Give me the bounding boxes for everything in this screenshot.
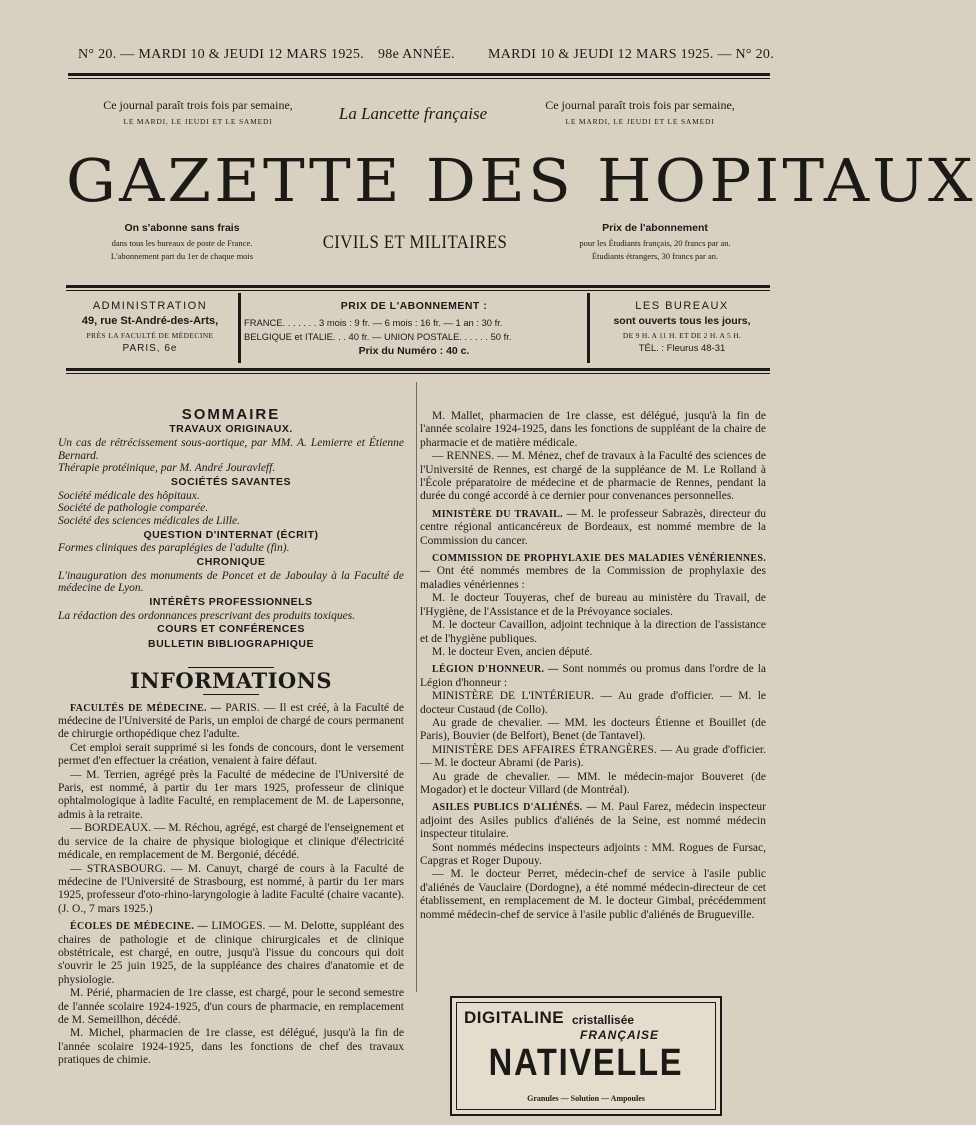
news-text: LIMOGES. — M. Delotte, suppléant des chaires de pathologie et de clinique chirurgicales et de clinique obstétricale, est chargé, en outre, jusqu'à l'issue du concours qui doit s'ouvrir le 25 juin 1925, de la suppléance des chaires d'anatomie et de physiologie. <box>58 920 404 986</box>
informations-title: INFORMATIONS <box>129 668 333 694</box>
news-text: M. Paul Farez, médecin inspecteur adjoint des Asiles publics d'aliénés de la Seine, est nommé médecin inspecteur titulaire. <box>420 801 766 841</box>
sommaire-section-heading: SOCIÉTÉS SAVANTES <box>170 476 292 489</box>
news-paragraph <box>58 702 404 742</box>
news-text: Cet emploi serait supprimé si les fonds de concours, dont le versement permet d'en effectuer la création, venaient à faire défaut. <box>58 741 404 768</box>
advertisement <box>450 996 722 1116</box>
infobox-divider-left <box>238 293 241 363</box>
sommaire-section-heading: COURS ET CONFÉRENCES <box>157 623 305 636</box>
sommaire-item: Société des sciences médicales de Lille. <box>58 515 241 528</box>
news-paragraph <box>58 769 404 823</box>
sommaire-item: Un cas de rétrécissement sous-aortique, par MM. A. Lemierre et Étienne Bernard. <box>58 436 404 462</box>
news-text: M. Mallet, pharmacien de 1re classe, est délégué, jusqu'à la fin de l'année scolaire 1924-1925, dans les fonctions de suppléant de la chaire de pharmacie et de matière médicale. <box>420 410 766 449</box>
news-paragraph <box>58 863 404 917</box>
sommaire-item: Thérapie protéinique, par M. André Jouravleff. <box>58 462 276 475</box>
sommaire-section-heading: QUESTION D'INTERNAT (ÉCRIT) <box>143 529 319 541</box>
news-text: Sont nommés médecins inspecteurs adjoints : MM. Rogues de Fursac, Capgras et Roger Dupouy. <box>420 841 766 867</box>
ad-forms: Granules — Solution — Ampoules <box>527 1094 645 1103</box>
sommaire-title: SOMMAIRE <box>181 406 281 423</box>
sommaire-item: L'inauguration des monuments de Poncet et de Jaboulay à la Faculté de médecine de Lyon. <box>58 569 404 595</box>
subscription-note-title: On s'abonne sans frais <box>124 222 240 234</box>
news-text: M. le docteur Touyeras, chef de bureau au ministère du Travail, de l'Hygiène, de l'Assistance et de la Prévoyance sociales. <box>420 592 766 618</box>
news-section-lead: FACULTÉS DE MÉDECINE. — <box>70 702 226 714</box>
news-paragraph <box>420 744 766 771</box>
news-text: Au grade de chevalier. — MM. le médecin-major Bouveret (de Mogador) et le docteur Villard (de Montréal). <box>420 770 766 796</box>
news-paragraph <box>420 646 766 659</box>
news-paragraph <box>420 771 766 798</box>
publication-note-left <box>78 98 318 126</box>
news-section-lead: COMMISSION DE PROPHYLAXIE DES MALADIES VÉNÉRIENNES. — <box>420 553 766 578</box>
administration-block <box>66 300 234 354</box>
informations-left <box>58 702 404 1068</box>
subscription-prices-block <box>244 300 584 357</box>
news-text: — M. Terrien, agrégé près la Faculté de médecine de l'Université de Paris, est nommé, à partir du 1er mars 1925, professeur de clinique ophtalmologique à ladite Faculté, en remplacement de M. de Lapersonne, admis à la retraite. <box>58 768 404 821</box>
news-paragraph <box>58 920 404 987</box>
publication-note-right-main: Ce journal paraît trois fois par semaine, <box>545 98 735 112</box>
masthead-title: GAZETTE DES HOPITAUX <box>66 146 976 215</box>
news-text: Ont été nommés membres de la Commission de prophylaxie des maladies vénériennes : <box>420 565 766 591</box>
sommaire-item: Société de pathologie comparée. <box>58 502 209 515</box>
column-divider <box>416 382 417 992</box>
news-paragraph <box>58 822 404 862</box>
student-price-line2: Étudiants étrangers, 30 francs par an. <box>591 251 719 261</box>
ad-qualifier: cristallisée <box>572 1013 635 1027</box>
news-text: M. le docteur Even, ancien député. <box>432 645 593 658</box>
news-paragraph <box>420 663 766 690</box>
price-belgium-italy: BELGIQUE et ITALIE. . . 40 fr. — UNION POSTALE. . . . . . 50 fr. <box>244 331 512 342</box>
news-text: — M. le docteur Perret, médecin-chef de service à l'asile public d'aliénés de Vauclaire (Dordogne), a été nommé médecin-directeur de cet établissement, en remplacement de M. le docteur Gimbal, précédemment nommé médecin-chef de service à l'asile public d'aliénés de Brugueville. <box>420 868 766 921</box>
publication-note-right <box>520 98 760 126</box>
issue-header-right: MARDI 10 & JEUDI 12 MARS 1925. — N° 20. <box>488 47 775 62</box>
subscription-prices-title: PRIX DE L'ABONNEMENT : <box>340 300 488 312</box>
news-paragraph <box>420 552 766 592</box>
ad-origin: FRANÇAISE <box>580 1028 660 1042</box>
news-text: M. le professeur Sabrazès, directeur du centre régional anticancéreux de Bordeaux, est nommé membre de la Commission du cancer. <box>420 507 766 547</box>
sommaire-section-heading: INTÉRÊTS PROFESSIONNELS <box>149 596 313 609</box>
news-section-lead: ASILES PUBLICS D'ALIÉNÉS. — <box>432 802 602 814</box>
supplement-title: La Lancette française <box>338 104 488 123</box>
news-paragraph <box>420 410 766 450</box>
news-paragraph <box>58 1027 404 1067</box>
news-text: — RENNES. — M. Ménez, chef de travaux à la Faculté des sciences de l'Université de Rennes, est chargé de la suppléance de M. Le Rolland à l'École préparatoire de médecine et de pharmacie de Rennes, pendant la durée du congé accordé à ce dernier pour convenances personnelles. <box>420 450 766 503</box>
news-text: MINISTÈRE DE L'INTÉRIEUR. — Au grade d'officier. — M. le docteur Custaud (de Collo). <box>420 690 766 716</box>
price-france: FRANCE. . . . . . . 3 mois : 9 fr. — 6 mois : 16 fr. — 1 an : 30 fr. <box>244 317 503 328</box>
sommaire-item: La rédaction des ordonnances prescrivant des produits toxiques. <box>58 609 356 622</box>
news-paragraph <box>420 450 766 504</box>
sommaire-list <box>58 423 404 651</box>
issue-year: 98e ANNÉE. <box>378 47 455 62</box>
student-price-title: Prix de l'abonnement <box>602 222 708 234</box>
administration-title: ADMINISTRATION <box>92 300 208 312</box>
offices-open: sont ouverts tous les jours, <box>613 315 751 327</box>
issue-header-left: N° 20. — MARDI 10 & JEUDI 12 MARS 1925. <box>78 47 365 62</box>
publication-note-right-days: LE MARDI, LE JEUDI ET LE SAMEDI <box>565 117 715 126</box>
infobox-top-rule <box>66 285 770 291</box>
publication-note-left-main: Ce journal paraît trois fois par semaine, <box>103 98 293 112</box>
news-paragraph <box>58 742 404 769</box>
administration-near: PRÈS LA FACULTÉ DE MÉDECINE <box>86 331 214 340</box>
offices-block <box>594 300 770 354</box>
news-paragraph <box>420 690 766 717</box>
news-text: M. Michel, pharmacien de 1re classe, est délégué, jusqu'à la fin de l'année scolaire 1924-1925, dans les fonctions de chef des travaux pratiques de chimie. <box>58 1027 404 1067</box>
sommaire-item: Formes cliniques des paraplégies de l'adulte (fin). <box>58 542 290 555</box>
news-section-lead: MINISTÈRE DU TRAVAIL. — <box>432 508 581 520</box>
news-text: M. Périé, pharmacien de 1re classe, est chargé, pour le second semestre de l'année scolaire 1924-1925, d'un cours de pharmacie, en remplacement de M. Semeillhon, décédé. <box>58 987 404 1026</box>
header-rule <box>68 73 770 79</box>
subscription-note-line2: L'abonnement part du 1er de chaque mois <box>110 251 254 261</box>
informations-rule-bottom <box>203 694 259 695</box>
sommaire-section-heading: BULLETIN BIBLIOGRAPHIQUE <box>148 637 314 650</box>
issue-price: Prix du Numéro : 40 c. <box>358 345 470 357</box>
news-paragraph <box>420 508 766 548</box>
news-section-lead: ÉCOLES DE MÉDECINE. — <box>70 921 212 933</box>
sommaire-section-heading: TRAVAUX ORIGINAUX. <box>169 423 293 436</box>
news-paragraph <box>420 842 766 869</box>
student-price-line1: pour les Étudiants français, 20 francs par an. <box>579 238 731 248</box>
news-text: — BORDEAUX. — M. Réchou, agrégé, est chargé de l'enseignement et du service de la chaire de physique biologique et clinique d'électricité médicale, en remplacement de M. Bergonié, décédé. <box>58 822 404 862</box>
news-text: Au grade de chevalier. — MM. les docteurs Étienne et Bouillet (de Paris), Bouvier (de Belfort), Benet (de Tantavel). <box>420 716 766 743</box>
news-text: — STRASBOURG. — M. Canuyt, chargé de cours à la Faculté de médecine de l'Université de Strasbourg, est nommé, à partir du 1er mars 1925, professeur d'oto-rhino-laryngologie à ladite Faculté (chaire vacante). (J. O., 7 mars 1925.) <box>58 862 404 915</box>
news-paragraph <box>420 592 766 619</box>
administration-city: PARIS, 6e <box>122 343 178 354</box>
sommaire-item: Société médicale des hôpitaux. <box>58 489 200 502</box>
subscription-note <box>72 222 292 261</box>
subscription-note-line1: dans tous les bureaux de poste de France. <box>111 238 253 248</box>
informations-rule-top <box>188 667 274 668</box>
news-paragraph <box>420 868 766 922</box>
right-column <box>420 410 766 922</box>
sommaire-section-heading: CHRONIQUE <box>196 556 266 569</box>
issue-header <box>78 47 775 65</box>
student-price-note <box>540 222 770 261</box>
infobox-bottom-rule <box>66 368 770 374</box>
news-text: M. le docteur Cavaillon, adjoint technique à la direction de l'assistance et de l'hygiène publiques. <box>420 619 766 645</box>
masthead-subtitle: CIVILS ET MILITAIRES <box>322 232 508 253</box>
publication-note-left-days: LE MARDI, LE JEUDI ET LE SAMEDI <box>123 117 273 126</box>
news-paragraph <box>420 619 766 646</box>
administration-address: 49, rue St-André-des-Arts, <box>81 315 219 327</box>
left-column <box>58 408 404 1068</box>
news-section-lead: LÉGION D'HONNEUR. — <box>432 664 563 676</box>
news-paragraph <box>420 717 766 744</box>
news-text: Sont nommés ou promus dans l'ordre de la Légion d'honneur : <box>420 663 767 689</box>
news-paragraph <box>420 801 766 841</box>
informations-right <box>420 410 766 922</box>
ad-product-name: NATIVELLE <box>488 1042 684 1084</box>
offices-hours: DE 9 H. A 11 H. ET DE 2 H. A 5 H. <box>622 331 742 340</box>
news-text: PARIS. — Il est créé, à la Faculté de médecine de l'Université de Paris, un emploi de chargé de cours permanent de chirurgie orthopédique chez l'adulte. <box>58 701 405 741</box>
news-text: MINISTÈRE DES AFFAIRES ÉTRANGÈRES. — Au grade d'officier. — M. le docteur Abrami (de Paris). <box>420 743 766 770</box>
infobox-divider-right <box>587 293 590 363</box>
offices-telephone: TÉL. : Fleurus 48-31 <box>638 343 726 354</box>
ad-brand: DIGITALINE <box>464 1008 565 1027</box>
news-paragraph <box>58 987 404 1027</box>
offices-title: LES BUREAUX <box>635 300 729 312</box>
